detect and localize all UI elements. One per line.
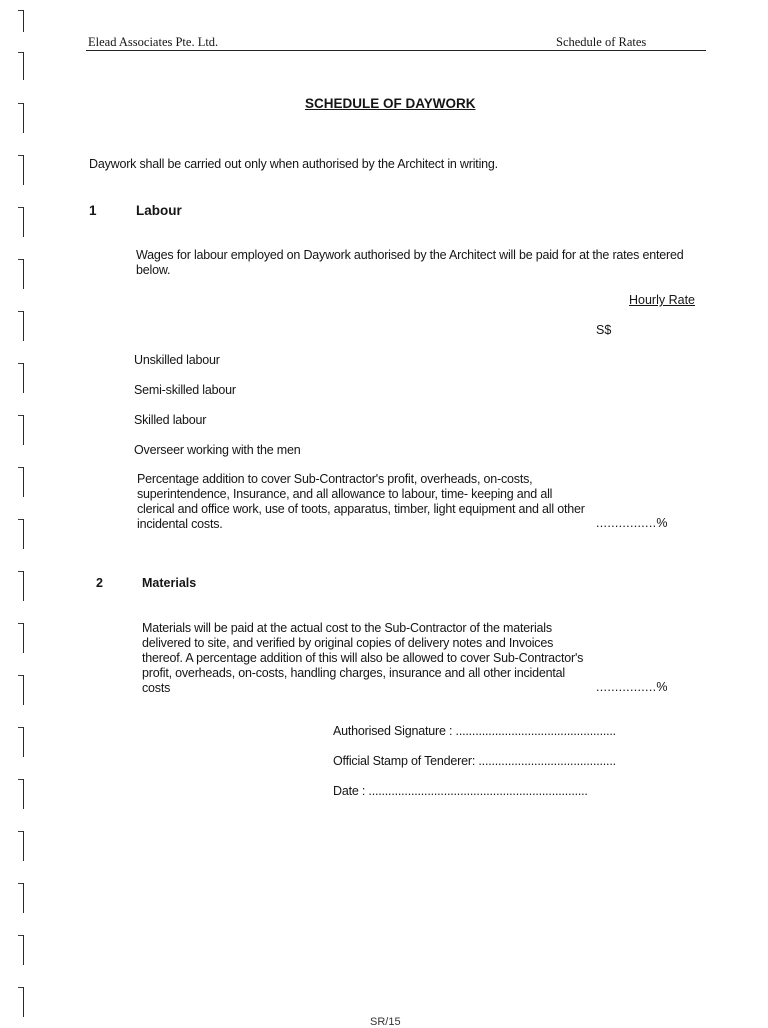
header-document-name: Schedule of Rates: [556, 35, 647, 49]
labour-item-semi-skilled: Semi-skilled labour: [134, 383, 236, 397]
binding-mark: [18, 571, 24, 601]
binding-mark: [18, 935, 24, 965]
materials-paragraph: Materials will be paid at the actual cost to the Sub-Contractor of the materials delivered to site, and verified by original copies of delivery notes and Invoices thereof. A percentage addition of this will also be allowed to cover Sub-Contractor's profit, overheads, on-costs, handling charges, insurance and all other incidental costs: [142, 621, 584, 695]
authorised-signature-line: Authorised Signature : .................................................: [333, 724, 616, 738]
binding-mark: [18, 623, 24, 653]
page-reference: SR/15: [370, 1016, 401, 1028]
page-title: SCHEDULE OF DAYWORK: [305, 96, 476, 111]
binding-mark: [18, 987, 24, 1017]
binding-mark: [18, 675, 24, 705]
labour-item-overseer: Overseer working with the men: [134, 443, 301, 457]
binding-mark: [18, 259, 24, 289]
currency-label: S$: [596, 323, 612, 337]
section-2-number: 2: [96, 576, 103, 590]
binding-mark: [18, 883, 24, 913]
binding-mark: [18, 10, 24, 32]
date-line: Date : ...................................................................: [333, 784, 588, 798]
binding-mark: [18, 519, 24, 549]
binding-mark: [18, 207, 24, 237]
section-1-number: 1: [89, 203, 97, 218]
binding-mark: [18, 779, 24, 809]
section-2-title: Materials: [142, 576, 197, 590]
binding-mark: [18, 103, 24, 133]
binding-mark: [18, 363, 24, 393]
labour-item-skilled: Skilled labour: [134, 413, 207, 427]
binding-mark: [18, 727, 24, 757]
official-stamp-line: Official Stamp of Tenderer: ..........................................: [333, 754, 616, 768]
binding-marks: [0, 0, 30, 1024]
binding-mark: [18, 831, 24, 861]
binding-mark: [18, 311, 24, 341]
binding-mark: [18, 155, 24, 185]
labour-paragraph: Wages for labour employed on Daywork authorised by the Architect will be paid for at the rates entered below.: [136, 248, 684, 277]
binding-mark: [18, 52, 24, 80]
header-company: Elead Associates Pte. Ltd.: [88, 35, 219, 49]
hourly-rate-header: Hourly Rate: [629, 293, 695, 307]
labour-percentage-paragraph: Percentage addition to cover Sub-Contractor's profit, overheads, on-costs, superintendence, Insurance, and all allowance to labour, time- keeping and all clerical and office work, use of toots, apparatus, timber, light equipment and all other incidental costs.: [137, 472, 585, 531]
header-rule: [86, 50, 706, 51]
section-1-title: Labour: [136, 203, 182, 218]
binding-mark: [18, 415, 24, 445]
labour-percentage-blank: ................%: [596, 516, 668, 530]
labour-item-unskilled: Unskilled labour: [134, 353, 220, 367]
binding-mark: [18, 467, 24, 497]
intro-text: Daywork shall be carried out only when authorised by the Architect in writing.: [89, 157, 498, 171]
materials-percentage-blank: ................%: [596, 680, 668, 694]
